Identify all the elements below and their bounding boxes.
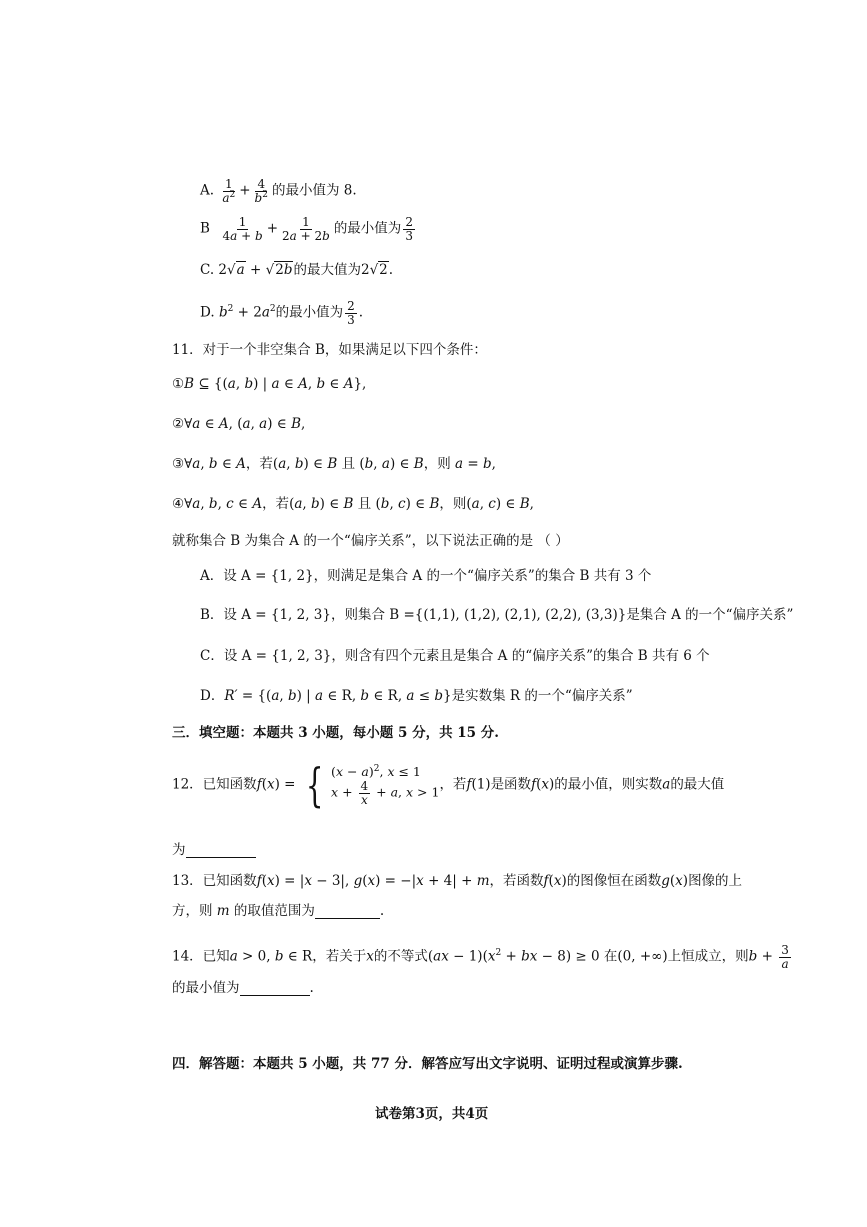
q13-line-1: 13．已知函数f(x) = |x − 3|, g(x) = −|x + 4| + m，若函数f(x)的图像恒在函数g(x)图像的上 [172,873,743,889]
text: 13．已知函数 [172,873,257,889]
answer-blank[interactable] [186,845,256,858]
piecewise-brace: { $(x - a)^2$, x ≤ 1 x + $\frac{4}{x}$ + a, x > 1 [305,758,440,812]
text: 12．已知函数 [172,776,257,793]
option-text: 的最小值为 [275,304,344,321]
option-a: A. $\frac{1}{a^2}$ + $\frac{4}{b^2}$ 的最小值为 8. [200,177,357,205]
text: 的最大值 [670,776,725,793]
q13-line-2: 方，则 m 的取值范围为 . [172,903,385,919]
q11-option-d: D．R′ = {(a, b) | a ∈ R, b ∈ R, a ≤ b}是实数集 R 的一个“偏序关系” [200,688,633,704]
q11-option-b: B．设 A = {1, 2, 3}，则集合 B ={(1,1), (1,2), (2,1), (2,2), (3,3)}是集合 A 的一个“偏序关系” [200,607,794,623]
answer-blank[interactable] [240,983,310,996]
fraction: $\frac{2}{3}$ [347,299,355,327]
condition-marker: ④ [172,496,185,512]
text: ，若关于 [312,948,367,965]
text: 是函数 [490,776,532,793]
q14-line-2 [172,982,314,996]
q12-line-1: 12．已知函数f(x) = { $(x - a)^2$, x ≤ 1 x + $\frac{4}{x}$ + a, x > 1 ，若f(1)是函数f(x)的最小值，则实数a的最大值 [172,758,725,812]
text: ，若 [262,496,290,512]
option-end: . [388,262,394,278]
section-3-heading: 三．填空题：本题共 3 小题，每小题 5 分，共 15 分. [172,725,499,741]
page-footer: 试卷第3页，共4页 [375,1106,489,1122]
q12-line-2 [172,844,256,858]
option-end: . [358,304,364,321]
q11-stem: 11．对于一个非空集合 B，如果满足以下四个条件： [172,342,487,358]
text: 图像的上 [688,873,743,889]
text: . [309,980,314,996]
q11-option-c: C．设 A = {1, 2, 3}，则含有四个元素且是集合 A 的“偏序关系”的集合 B 共有 6 个 [200,648,710,664]
text: . [379,903,385,919]
option-text: 的最小值为 8. [271,182,357,199]
text: 的图像恒在函数 [566,873,662,889]
text: 为 [172,842,186,858]
text: 且 [357,496,372,512]
fraction: $\frac{2}{3}$ [405,215,413,243]
text: ，若 [439,776,467,793]
option-label: A. [200,182,215,199]
section-4-heading: 四．解答题：本题共 5 小题，共 77 分．解答应写出文字说明、证明过程或演算步骤. [172,1056,683,1072]
option-label: B [200,220,210,237]
fraction: $\frac{1}{4a + b}$ [222,215,263,243]
text: 的不等式 [373,948,428,965]
q11-conclusion: 就称集合 B 为集合 A 的一个“偏序关系”，以下说法正确的是 （ ） [172,533,569,549]
text: 方，则 [172,903,213,919]
option-c: C. 2√a + √2b的最大值为2√2. [200,262,394,278]
text: 在 [603,948,618,965]
condition-marker: ① [172,376,185,392]
option-label: D. [200,304,215,321]
text: 的最小值，则实数 [554,776,663,793]
text: 且 [341,456,356,472]
q14-line-1: 14．已知a > 0, b ∈ R，若关于x的不等式$(ax - 1)(x^2$ + bx − 8) ≥ 0 在(0, +∞)上恒成立，则b + $\frac{3}{a}$ [172,943,789,971]
q11-condition-3: ③∀a, b ∈ A，若(a, b) ∈ B 且 (b, a) ∈ B，则 a = b, [172,456,496,472]
q11-condition-4: ④∀a, b, c ∈ A，若(a, b) ∈ B 且 (b, c) ∈ B，则(a, c) ∈ B, [172,496,534,512]
text: 的最小值为 [172,980,240,996]
option-b: B $\frac{1}{4a + b}$ + $\frac{1}{2a + 2b}$ 的最小值为 $\frac{2}{3}$ [200,215,413,243]
text: 的取值范围为 [233,903,315,919]
option-label: C. [200,262,215,278]
fraction: $\frac{1}{a^2}$ [222,177,236,205]
text: ，则 [439,496,467,512]
text: 上恒成立，则 [667,948,749,965]
text: ，则 [423,456,451,472]
fraction: $\frac{1}{2a + 2b}$ [282,215,330,243]
text: 是集合 A 的一个“偏序关系” [626,607,794,623]
text: 14．已知 [172,948,230,965]
text: D． [200,688,225,704]
text: 若 [259,456,273,472]
answer-blank[interactable] [315,906,380,919]
text: ，若函数 [489,873,544,889]
fraction: $\frac{3}{a}$ [781,943,789,971]
option-text: 的最小值为 [333,220,402,237]
text: 是实数集 R 的一个“偏序关系” [451,688,633,704]
text: B．设 A = {1, 2, 3}，则集合 B = [200,607,415,623]
q11-option-a: A．设 A = {1, 2}，则满足是集合 A 的一个“偏序关系”的集合 B 共有 3 个 [200,568,652,584]
option-text: 的最大值为 [293,262,361,278]
fraction: $\frac{4}{b^2}$ [254,177,268,205]
condition-marker: ③ [172,456,185,472]
q11-condition-1: ①B ⊆ {(a, b) | a ∈ A, b ∈ A}, [172,376,367,392]
q11-condition-2: ②∀a ∈ A, (a, a) ∈ B, [172,416,306,432]
condition-marker: ② [172,416,185,432]
option-d: D. $b^2 + 2a^2$的最小值为 $\frac{2}{3}$ . [200,299,364,327]
